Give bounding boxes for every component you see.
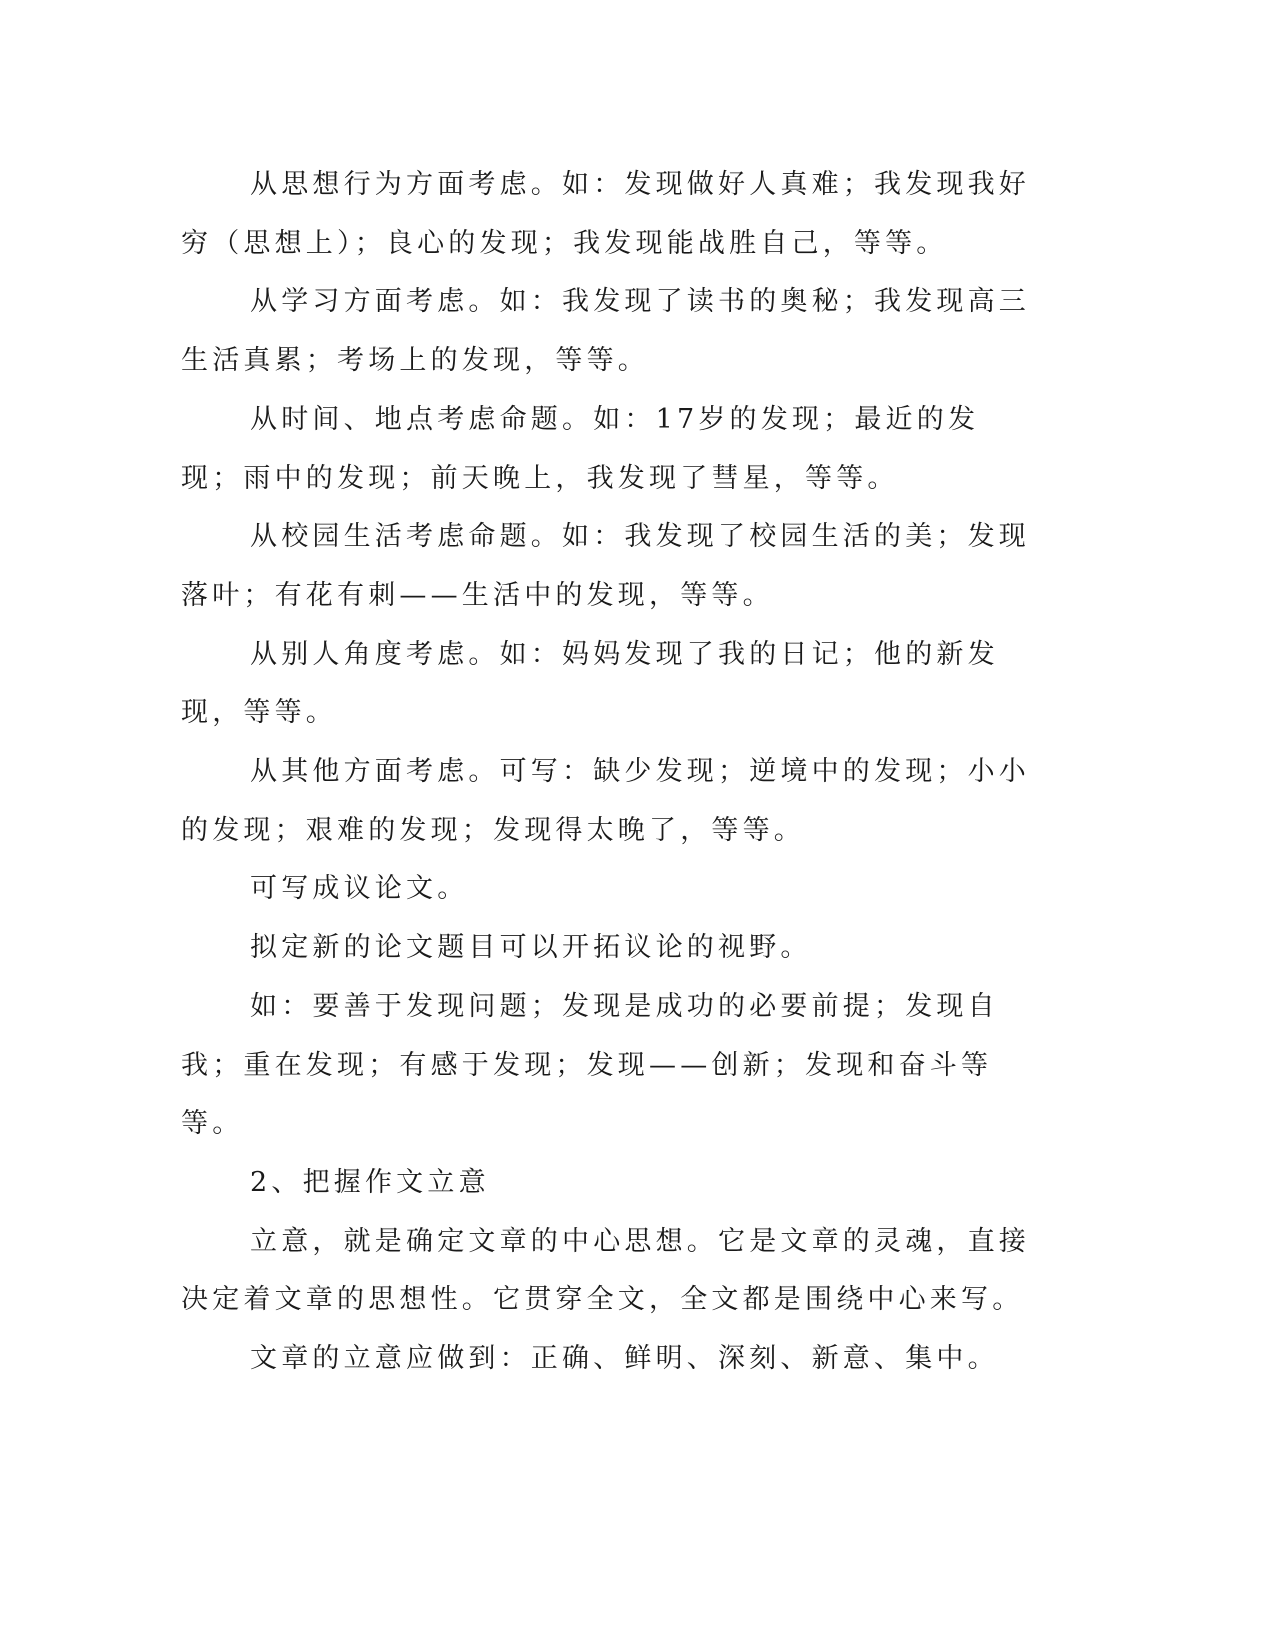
paragraph-theme-definition: 立意，就是确定文章的中心思想。它是文章的灵魂，直接决定着文章的思想性。它贯穿全文，全文都是围绕中心来写。: [181, 1225, 1030, 1316]
paragraph-thought-behavior: 从思想行为方面考虑。如：发现做好人真难；我发现我好穷（思想上）；良心的发现；我发现能战胜自己，等等。: [181, 169, 1030, 259]
paragraph-new-titles: 拟定新的论文题目可以开拓议论的视野。: [250, 932, 812, 964]
paragraph-argumentative: 可写成议论文。: [250, 873, 469, 905]
paragraph-campus-life: 从校园生活考虑命题。如：我发现了校园生活的美；发现落叶；有花有刺——生活中的发现，等等。: [181, 521, 1030, 611]
paragraph-time-place: 从时间、地点考虑命题。如：17岁的发现；最近的发现；雨中的发现；前天晚上，我发现了彗星，等等。: [181, 403, 980, 494]
paragraph-theme-requirements: 文章的立意应做到：正确、鲜明、深刻、新意、集中。: [250, 1343, 999, 1375]
paragraph-others-perspective: 从别人角度考虑。如：妈妈发现了我的日记；他的新发现，等等。: [181, 638, 999, 729]
document-body: [181, 156, 1031, 1389]
paragraph-other-aspects: 从其他方面考虑。可写：缺少发现；逆境中的发现；小小的发现；艰难的发现；发现得太晚了，等等。: [181, 756, 1030, 846]
section-heading: 2、把握作文立意: [250, 1166, 490, 1198]
paragraph-study: 从学习方面考虑。如：我发现了读书的奥秘；我发现高三生活真累；考场上的发现，等等。: [181, 286, 1030, 377]
paragraph-title-examples: 如：要善于发现问题；发现是成功的必要前提；发现自我；重在发现；有感于发现；发现——创新；发现和奋斗等等。: [181, 990, 999, 1140]
